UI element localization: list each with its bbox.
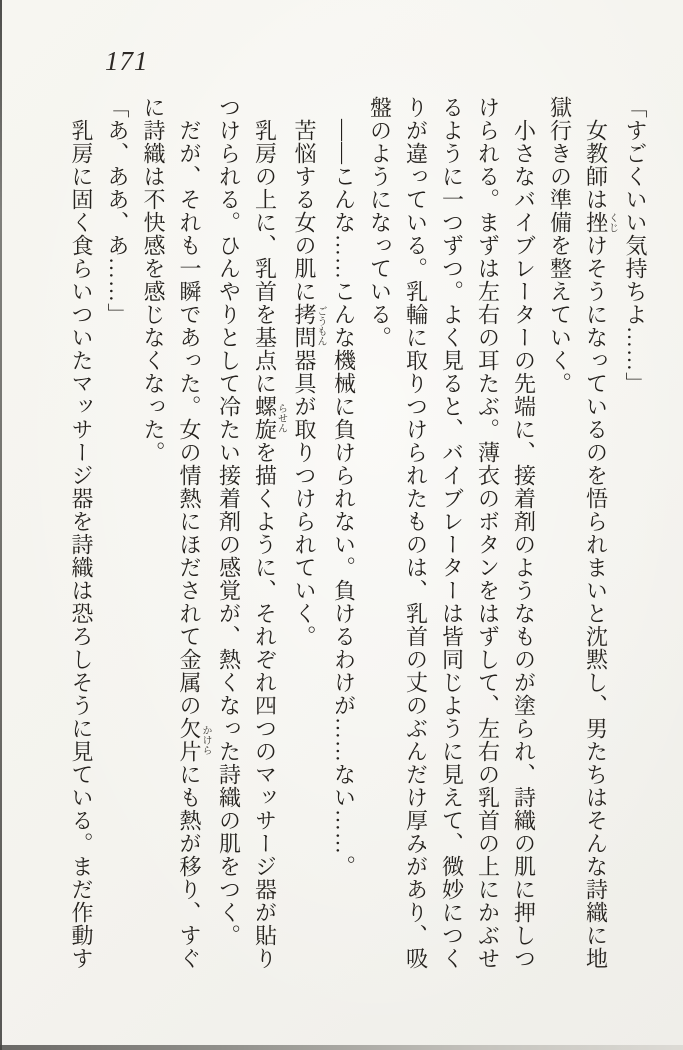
furigana-annotated-word: 欠片かけら [177,717,211,763]
furigana-annotated-word: 拷問ごうもん [292,303,326,349]
paragraph-narrative: 乳房に固く食らいついたマッサージ器を詩織は恐ろしそうに見ている。まだ作動す [69,119,94,970]
paragraph-dialogue: 「すごくいい気持ちよ……」 [623,96,648,395]
paragraph-narrative: だが、それも一瞬であった。女の情熱にほだされて金属の欠片かけらにも熱が移り、すぐに詩織は不快感を感じなくなった。 [141,96,211,970]
paragraph-dialogue: 「あ、ああ、あ……」 [105,96,130,326]
scan-bottom-edge [0,1045,683,1050]
paragraph-narrative: 女教師は挫くじけそうになっているのを悟られまいと沈黙し、男たちはそんな詩織に地獄行きの準備を整えていく。 [547,96,618,970]
novel-text-body [69,96,653,974]
furigana-annotated-word: 螺旋らせん [252,395,287,441]
paragraph-narrative: 小さなバイブレーターの先端に、接着剤のようなものが塗られ、詩織の肌に押しつけられる。まずは左右の耳たぶ。薄衣のボタンをはずして、左右の乳首の上にかぶせるように一つずつ。よく見ると、バイブレーターは皆同じように見えて、微妙につくりが違っている。乳輪に取りつけられたものは、乳首の丈のぶんだけ厚みがあり、吸盤のようになっている。 [367,96,537,970]
scan-left-edge [0,0,2,1050]
paragraph-narrative: 乳房の上に、乳首を基点に螺旋らせんを描くように、それぞれ四つのマッサージ器が貼りつけられる。ひんやりとして冷たい接着剤の感覚が、熱くなった詩織の肌をつく。 [216,96,287,970]
paragraph-narrative: 苦悩する女の肌に拷問ごうもん器具が取りつけられていく。 [292,119,326,648]
furigana-annotated-word: 挫くじ [583,211,618,234]
paragraph-inner-thought: ——こんな……こんな機械に負けられない。負けるわけが……ない……。 [331,119,357,878]
page-number: 171 [105,46,149,76]
